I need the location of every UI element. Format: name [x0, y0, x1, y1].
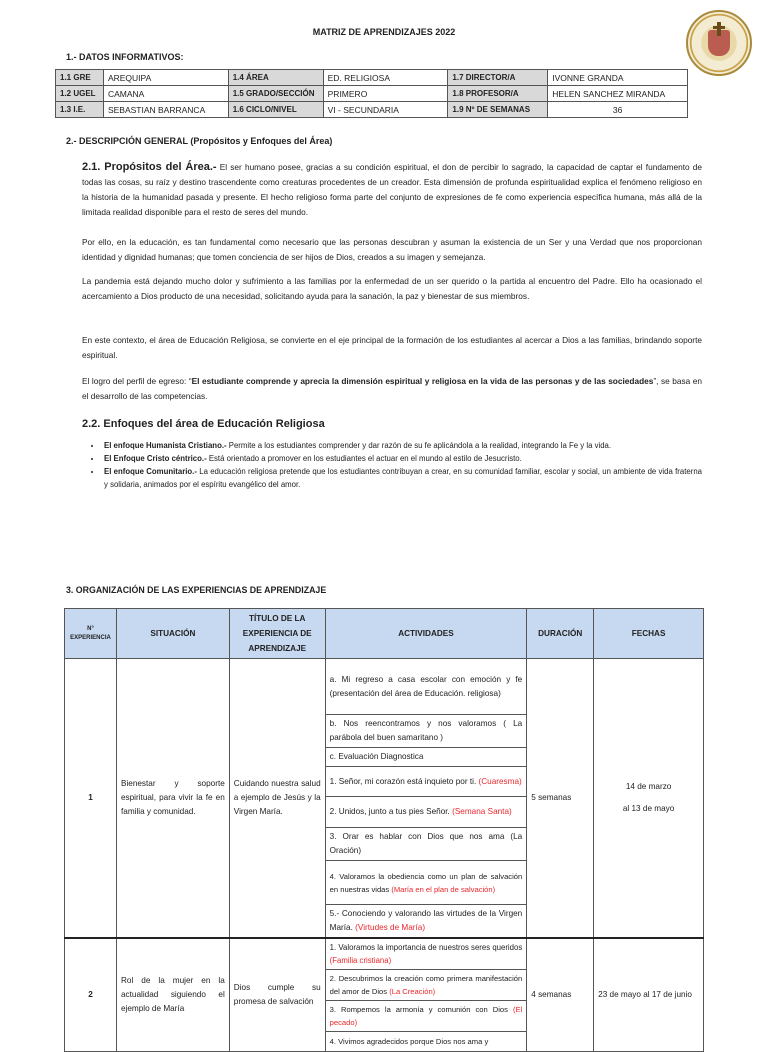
- section22-heading: 2.2. Enfoques del área de Educación Religiosa: [82, 418, 325, 430]
- approach-desc: La educación religiosa pretende que los estudiantes contribuyan a crear, en su comunidad familiar, escolar y social, un ambiente de vida fraterna y solidaria, animados por el espíritu evangélico del amor.: [104, 467, 702, 489]
- purpose-paragraph-3: La pandemia está dejando mucho dolor y sufrimiento a las familias por la enfermedad de un ser querido o la partida al encuentro del Padre. Ello ha ocasionado el acercamiento a Dios producto de una necesidad, solicitando ayuda para la sanación, la paz y bienestar de sus miembros.: [82, 276, 702, 301]
- date-start: 14 de marzo: [625, 782, 672, 791]
- info-value: VI - SECUNDARIA: [323, 102, 448, 118]
- approach-name: El Enfoque Cristo céntrico.-: [104, 454, 207, 463]
- section3-heading: 3. ORGANIZACIÓN DE LAS EXPERIENCIAS DE APRENDIZAJE: [66, 585, 327, 595]
- activity-cell: [325, 828, 527, 861]
- col-header-actividades: ACTIVIDADES: [325, 609, 527, 659]
- document-title: MATRIZ DE APRENDIZAJES 2022: [312, 27, 456, 37]
- col-header-fechas: FECHAS: [594, 609, 704, 659]
- experience-duration: 4 semanas: [527, 938, 594, 1052]
- purpose-paragraph-2: Por ello, en la educación, es tan fundamental como necesario que las personas descubran y asuman la existencia de un Ser y una Verdad que nos proporcionan identidad y dignidad humanas; que tomen conciencia de ser hijos de Dios, creados a su imagen y semejanza.: [82, 237, 702, 262]
- table-header-row: [65, 609, 704, 659]
- info-value: HELEN SANCHEZ MIRANDA: [548, 86, 688, 102]
- list-item: [102, 465, 702, 491]
- approach-name: El enfoque Humanista Cristiano.-: [104, 441, 227, 450]
- activity-cell: [325, 938, 527, 970]
- school-seal-icon: [686, 10, 752, 76]
- activity-cell: [325, 1001, 527, 1032]
- experience-situation: Bienestar y soporte espiritual, para vivir la fe en familia y comunidad.: [116, 659, 229, 939]
- experience-situation: Rol de la mujer en la actualidad siguiendo el ejemplo de María: [116, 938, 229, 1052]
- activity-text: 5.- Conociendo y valorando las virtudes de la Virgen María.: [329, 909, 523, 932]
- info-label: 1.1 GRE: [56, 70, 104, 86]
- info-label: 1.8 PROFESOR/A: [448, 86, 548, 102]
- activity-topic: (María en el plan de salvación): [391, 884, 496, 894]
- info-label: 1.2 UGEL: [56, 86, 104, 102]
- info-value: PRIMERO: [323, 86, 448, 102]
- experiences-table: [64, 608, 704, 1052]
- list-item: [102, 439, 702, 452]
- info-row: [56, 70, 688, 86]
- info-label: 1.4 ÁREA: [228, 70, 323, 86]
- activity-topic: (La Creación): [389, 987, 436, 996]
- info-label: 1.3 I.E.: [56, 102, 104, 118]
- info-value: CAMANA: [103, 86, 228, 102]
- activity-cell: [325, 1032, 527, 1052]
- activity-text: c. Evaluación Diagnostica: [329, 752, 424, 761]
- info-label: 1.6 CICLO/NIVEL: [228, 102, 323, 118]
- purpose-paragraph-4: En este contexto, el área de Educación Religiosa, se convierte en el eje principal de la formación de los estudiantes al acercar a Dios a las familias, brindando soporte espiritual.: [82, 335, 702, 360]
- profile-intro: El logro del perfil de egreso: “: [82, 376, 192, 386]
- experience-title: Dios cumple su promesa de salvación: [229, 938, 325, 1052]
- activity-cell: [325, 715, 527, 748]
- profile-outro: ”, se basa en el desarrollo de las competencias.: [82, 376, 702, 401]
- activity-topic: (Cuaresma): [478, 776, 522, 786]
- activity-cell: [325, 797, 527, 828]
- info-value: SEBASTIAN BARRANCA: [103, 102, 228, 118]
- table-row: [65, 659, 704, 715]
- experience-duration: 5 semanas: [527, 659, 594, 939]
- activity-text: b. Nos reencontramos y nos valoramos ( La parábola del buen samaritano ): [329, 719, 523, 742]
- approaches-list: [90, 439, 702, 491]
- activity-cell: [325, 970, 527, 1001]
- activity-text: 2. Descubrimos la creación como primera manifestación del amor de Dios: [329, 974, 523, 996]
- profile-quote: El estudiante comprende y aprecia la dimensión espiritual y religiosa en la vida de las personas y de las sociedades: [191, 376, 654, 386]
- activity-text: 3. Orar es hablar con Dios que nos ama (La Oración): [329, 832, 523, 855]
- purpose-paragraph-1: [82, 160, 702, 220]
- purpose-text-1: El ser humano posee, gracias a su condición espiritual, el don de percibir lo sagrado, la capacidad de captar el fundamento de todas las cosas, su raíz y destino trascendente como creaturas procedentes de un creador. Esta dimensión de profunda espiritualidad explica el fenómeno religioso en la historia de la humanidad pasada y presente. El hecho religioso forma parte del conjunto de expresiones de fe como experiencia específica humana, más allá de la limitada realidad disponible para el resto de seres del mundo.: [82, 162, 702, 217]
- purpose-paragraph-5: [82, 374, 702, 404]
- col-header-experiencia: N° EXPERIENCIA: [65, 609, 117, 659]
- col-header-situacion: SITUACIÓN: [116, 609, 229, 659]
- info-label: 1.7 DIRECTOR/A: [448, 70, 548, 86]
- activity-text: 4. Vivimos agradecidos porque Dios nos ama y: [329, 1037, 489, 1046]
- activity-text: 1. Señor, mi corazón está inquieto por ti.: [329, 776, 479, 786]
- info-label: 1.5 GRADO/SECCIÓN: [228, 86, 323, 102]
- approach-name: El enfoque Comunitario.-: [104, 467, 197, 476]
- info-value: AREQUIPA: [103, 70, 228, 86]
- col-header-duracion: DURACIÓN: [527, 609, 594, 659]
- section2-heading-rest: (Propósitos y Enfoques del Área): [190, 136, 333, 146]
- activity-cell: [325, 767, 527, 797]
- info-table: [55, 69, 688, 118]
- info-label: 1.9 Nº DE SEMANAS: [448, 102, 548, 118]
- activity-cell: [325, 861, 527, 905]
- activity-cell: [325, 659, 527, 715]
- experience-dates: [594, 659, 704, 939]
- activity-topic: (Virtudes de María): [355, 923, 426, 932]
- activity-text: 4. Valoramos la obediencia como un plan de salvación en nuestras vidas: [329, 871, 523, 894]
- activity-cell: [325, 748, 527, 767]
- info-value: IVONNE GRANDA: [548, 70, 688, 86]
- activity-topic: (El pecado): [329, 1005, 523, 1027]
- info-value: ED. RELIGIOSA: [323, 70, 448, 86]
- approach-desc: Está orientado a promover en los estudiantes el actuar en el mundo al estilo de Jesucristo.: [206, 454, 522, 463]
- info-row: [56, 86, 688, 102]
- col-header-titulo: TÍTULO DE LA EXPERIENCIA DE APRENDIZAJE: [229, 609, 325, 659]
- experience-dates: 23 de mayo al 17 de junio: [594, 938, 704, 1052]
- section2-heading: [66, 136, 332, 146]
- date-end: al 13 de mayo: [622, 804, 675, 813]
- activity-text: 1. Valoramos la importancia de nuestros seres queridos: [329, 943, 523, 952]
- experience-number: 1: [65, 659, 117, 939]
- info-value: 36: [548, 102, 688, 118]
- section2-heading-bold: 2.- DESCRIPCIÓN GENERAL: [66, 136, 188, 146]
- approach-desc: Permite a los estudiantes comprender y dar razón de su fe aplicándola a la realidad, integrando la Fe y la vida.: [226, 441, 612, 450]
- section21-heading: 2.1. Propósitos del Área.-: [82, 161, 217, 173]
- activity-text: 3. Rompemos la armonía y comunión con Dios: [329, 1005, 513, 1014]
- info-row: [56, 102, 688, 118]
- section1-heading: 1.- DATOS INFORMATIVOS:: [66, 52, 184, 62]
- experience-number: 2: [65, 938, 117, 1052]
- activity-cell: [325, 905, 527, 939]
- activity-text: a. Mi regreso a casa escolar con emoción y fe (presentación del área de Educación. religiosa): [329, 674, 523, 698]
- experience-title: Cuidando nuestra salud a ejemplo de Jesús y la Virgen María.: [229, 659, 325, 939]
- table-row: [65, 938, 704, 970]
- activity-topic: (Familia cristiana): [329, 956, 392, 965]
- list-item: [102, 452, 702, 465]
- activity-text: 2. Unidos, junto a tus pies Señor.: [329, 807, 453, 816]
- activity-topic: (Semana Santa): [452, 807, 512, 816]
